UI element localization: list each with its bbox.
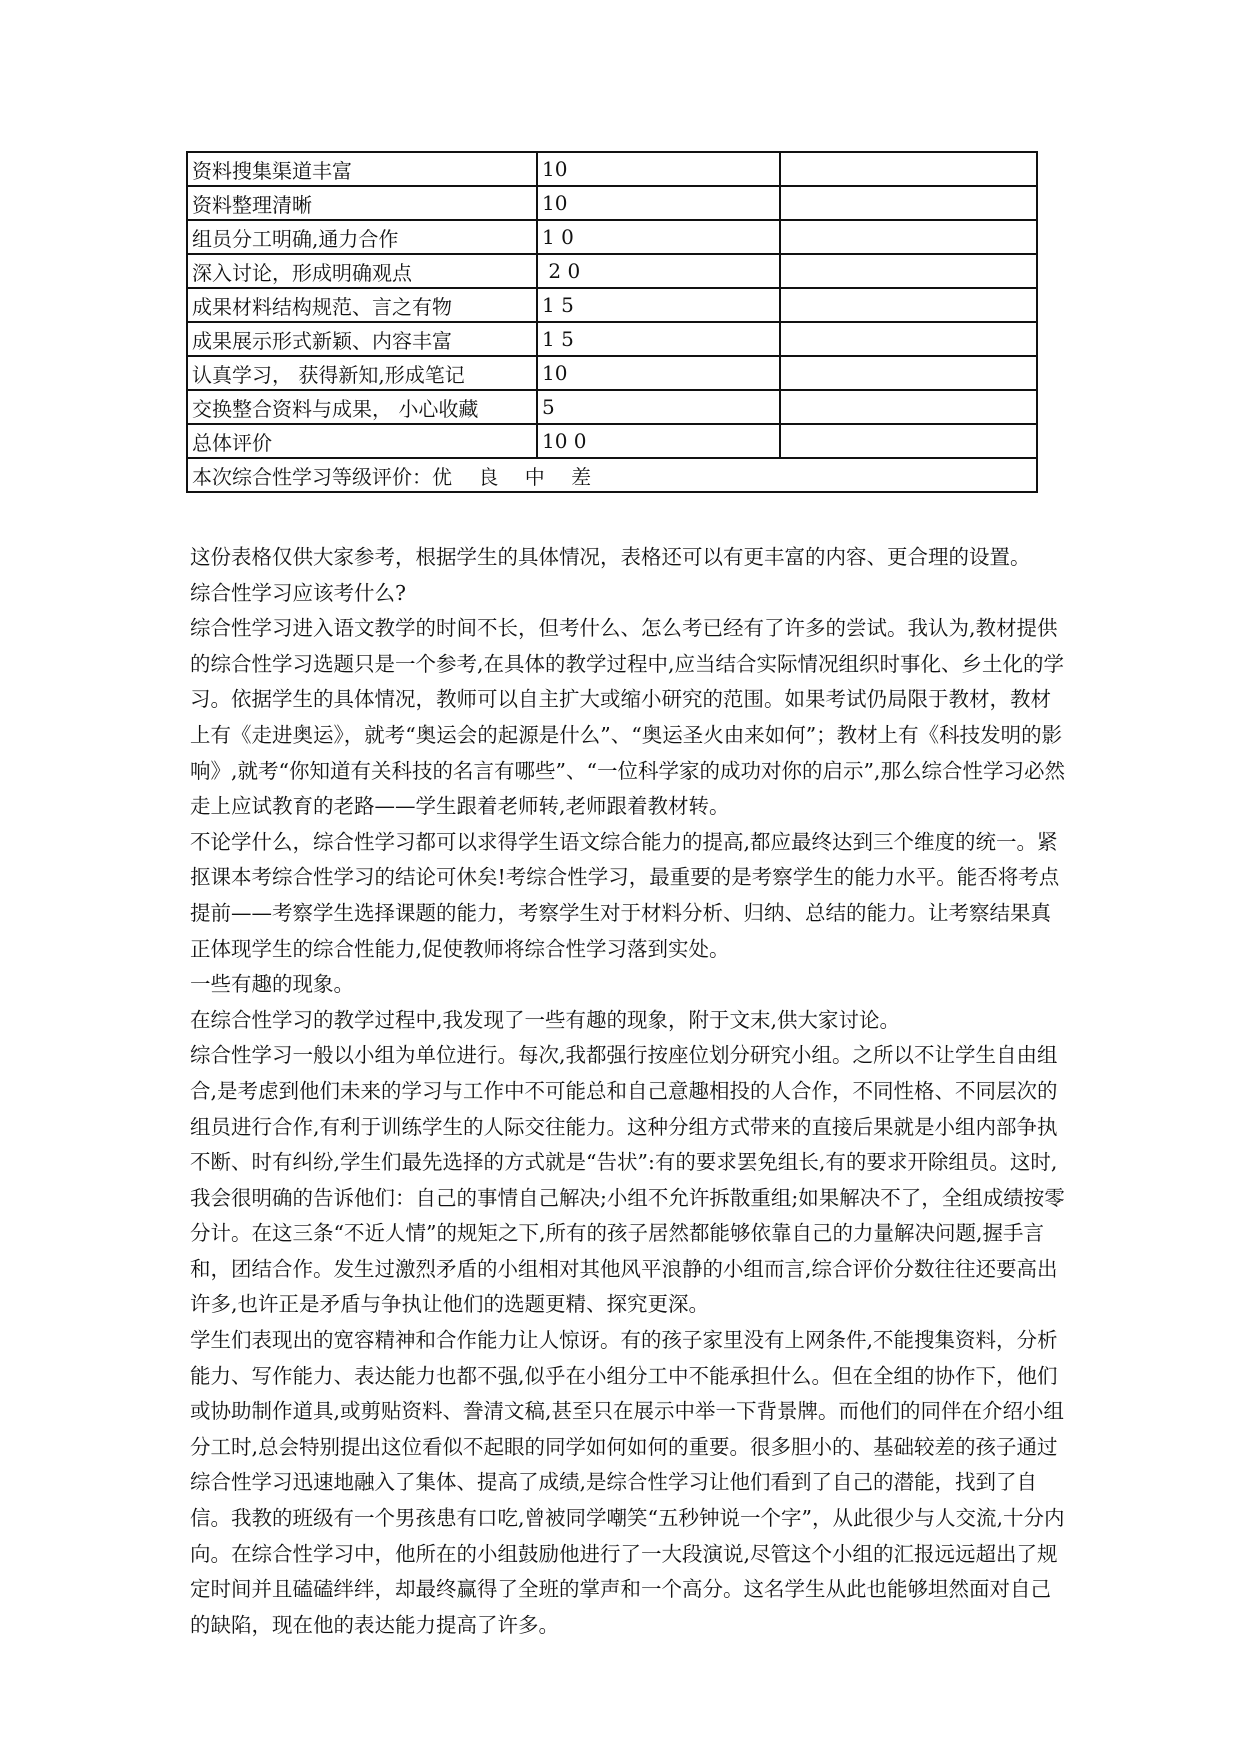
evaluation-cell	[780, 152, 1037, 186]
paragraph: 综合性学习进入语文教学的时间不长，但考什么、怎么考已经有了许多的尝试。我认为,教材提供的综合性学习选题只是一个参考,在具体的教学过程中,应当结合实际情况组织时事化、乡土化的学习。依据学生的具体情况，教师可以自主扩大或缩小研究的范围。如果考试仍局限于教材，教材上有《走进奥运》，就考“奥运会的起源是什么”、“奥运圣火由来如何”；教材上有《科技发明的影响》,就考“你知道有关科技的名言有哪些”、“一位科学家的成功对你的启示”,那么综合性学习必然走上应试教育的老路——学生跟着老师转,老师跟着教材转。	[190, 616, 1065, 819]
table-row	[187, 152, 1037, 186]
score-cell: 10	[537, 356, 780, 390]
paragraph: 在综合性学习的教学过程中,我发现了一些有趣的现象，附于文末,供大家讨论。	[190, 1007, 901, 1032]
table-row	[187, 390, 1037, 424]
table-row	[187, 322, 1037, 356]
section-heading: 综合性学习应该考什么?	[190, 580, 406, 605]
table-row	[187, 356, 1037, 390]
paragraph: 这份表格仅供大家参考，根据学生的具体情况，表格还可以有更丰富的内容、更合理的设置。	[190, 545, 1031, 569]
article-body	[190, 540, 1070, 1643]
section-heading: 一些有趣的现象。	[190, 972, 354, 997]
evaluation-cell	[780, 356, 1037, 390]
criterion-cell: 组员分工明确,通力合作	[187, 220, 537, 254]
criterion-cell: 深入讨论，形成明确观点	[187, 254, 537, 288]
paragraph: 综合性学习一般以小组为单位进行。每次,我都强行按座位划分研究小组。之所以不让学生自由组合,是考虑到他们未来的学习与工作中不可能总和自己意趣相投的人合作，不同性格、不同层次的组员进行合作,有利于训练学生的人际交往能力。这种分组方式带来的直接后果就是小组内部争执不断、时有纠纷,学生们最先选择的方式就是“告状”:有的要求罢免组长,有的要求开除组员。这时,我会很明确的告诉他们：自己的事情自己解决;小组不允许拆散重组;如果解决不了，全组成绩按零分计。在这三条“不近人情”的规矩之下,所有的孩子居然都能够依靠自己的力量解决问题,握手言和，团结合作。发生过激烈矛盾的小组相对其他风平浪静的小组而言,综合评价分数往往还要高出许多,也许正是矛盾与争执让他们的选题更精、探究更深。	[190, 1043, 1065, 1317]
score-cell: 10 0	[537, 424, 780, 458]
grade-row	[187, 458, 1037, 492]
paragraph: 不论学什么，综合性学习都可以求得学生语文综合能力的提高,都应最终达到三个维度的统一。紧抠课本考综合性学习的结论可休矣!考综合性学习，最重要的是考察学生的能力水平。能否将考点提前——考察学生选择课题的能力，考察学生对于材料分析、归纳、总结的能力。让考察结果真正体现学生的综合性能力,促使教师将综合性学习落到实处。	[190, 829, 1060, 961]
table-row	[187, 254, 1037, 288]
evaluation-cell	[780, 186, 1037, 220]
score-cell: 1 5	[537, 288, 780, 322]
evaluation-cell	[780, 220, 1037, 254]
criterion-cell: 交换整合资料与成果， 小心收藏	[187, 390, 537, 424]
score-cell: 10	[537, 186, 780, 220]
table-row	[187, 186, 1037, 220]
evaluation-cell	[780, 322, 1037, 356]
grade-cell: 本次综合性学习等级评价：优 良 中 差	[187, 458, 1037, 492]
criterion-cell: 认真学习， 获得新知,形成笔记	[187, 356, 537, 390]
criterion-cell: 成果材料结构规范、言之有物	[187, 288, 537, 322]
score-cell: 1 5	[537, 322, 780, 356]
criterion-cell: 资料搜集渠道丰富	[187, 152, 537, 186]
score-cell: 2 0	[537, 254, 780, 288]
evaluation-table	[186, 151, 1038, 493]
table-row	[187, 424, 1037, 458]
criterion-cell: 成果展示形式新颖、内容丰富	[187, 322, 537, 356]
evaluation-cell	[780, 288, 1037, 322]
criterion-cell: 总体评价	[187, 424, 537, 458]
table-row	[187, 288, 1037, 322]
score-cell: 10	[537, 152, 780, 186]
paragraph: 学生们表现出的宽容精神和合作能力让人惊讶。有的孩子家里没有上网条件,不能搜集资料，分析能力、写作能力、表达能力也都不强,似乎在小组分工中不能承担什么。但在全组的协作下，他们或协助制作道具,或剪贴资料、誊清文稿,甚至只在展示中举一下背景牌。而他们的同伴在介绍小组分工时,总会特别提出这位看似不起眼的同学如何如何的重要。很多胆小的、基础较差的孩子通过综合性学习迅速地融入了集体、提高了成绩,是综合性学习让他们看到了自己的潜能，找到了自信。我教的班级有一个男孩患有口吃,曾被同学嘲笑“五秒钟说一个字”，从此很少与人交流,十分内向。在综合性学习中，他所在的小组鼓励他进行了一大段演说,尽管这个小组的汇报远远超出了规定时间并且磕磕绊绊，却最终赢得了全班的掌声和一个高分。这名学生从此也能够坦然面对自己的缺陷，现在他的表达能力提高了许多。	[190, 1328, 1065, 1637]
score-cell: 5	[537, 390, 780, 424]
criterion-cell: 资料整理清晰	[187, 186, 537, 220]
evaluation-cell	[780, 390, 1037, 424]
table-row	[187, 220, 1037, 254]
evaluation-cell	[780, 424, 1037, 458]
evaluation-cell	[780, 254, 1037, 288]
score-cell: 1 0	[537, 220, 780, 254]
